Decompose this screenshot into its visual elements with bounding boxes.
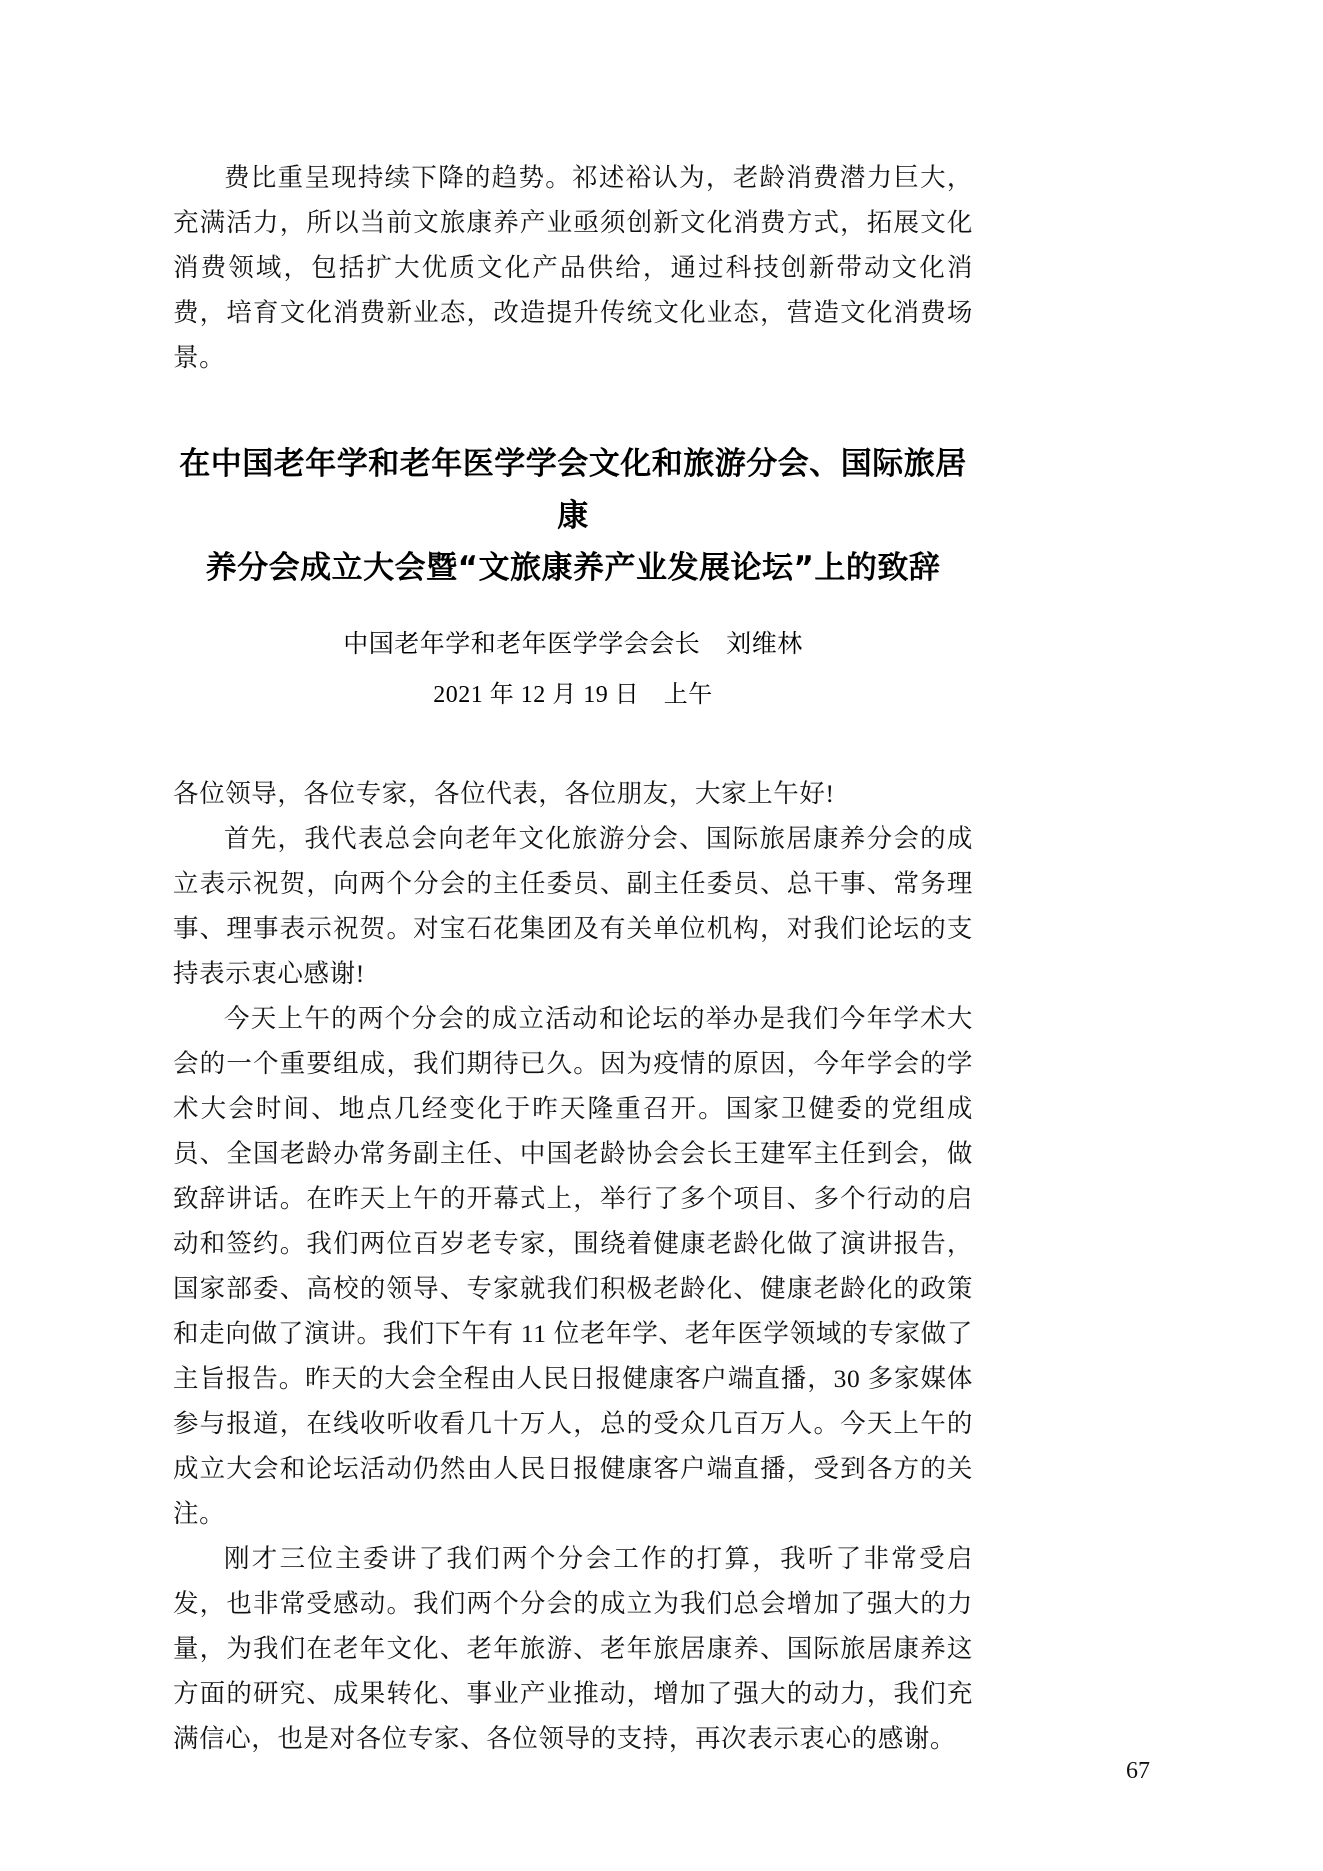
page-title-line-1: 在中国老年学和老年医学学会文化和旅游分会、国际旅居康: [179, 446, 967, 534]
continued-paragraph: 费比重呈现持续下降的趋势。祁述裕认为，老龄消费潜力巨大，充满活力，所以当前文旅康养产业亟须创新文化消费方式，拓展文化消费领域，包括扩大优质文化产品供给，通过科技创新带动文化消费，培育文化消费新业态，改造提升传统文化业态，营造文化消费场景。: [173, 163, 973, 372]
dateline: 2021 年 12 月 19 日 上午: [433, 682, 713, 708]
byline-author: 刘维林: [726, 631, 803, 658]
byline-organization: 中国老年学和老年医学学会会长: [343, 631, 701, 658]
speech-paragraph-2: 首先，我代表总会向老年文化旅游分会、国际旅居康养分会的成立表示祝贺，向两个分会的主任委员、副主任委员、总干事、常务理事、理事表示祝贺。对宝石花集团及有关单位机构，对我们论坛的支持表示衷心感谢!: [173, 824, 973, 988]
speech-body: [173, 771, 973, 1761]
page-title: [173, 438, 973, 594]
speech-paragraph-3: 今天上午的两个分会的成立活动和论坛的举办是我们今年学术大会的一个重要组成，我们期待已久。因为疫情的原因，今年学会的学术大会时间、地点几经变化于昨天隆重召开。国家卫健委的党组成员、全国老龄办常务副主任、中国老龄协会会长王建军主任到会，做致辞讲话。在昨天上午的开幕式上，举行了多个项目、多个行动的启动和签约。我们两位百岁老专家，围绕着健康老龄化做了演讲报告，国家部委、高校的领导、专家就我们积极老龄化、健康老龄化的政策和走向做了演讲。我们下午有 11 位老年学、老年医学领域的专家做了主旨报告。昨天的大会全程由人民日报健康客户端直播，30 多家媒体参与报道，在线收听收看几十万人，总的受众几百万人。今天上午的成立大会和论坛活动仍然由人民日报健康客户端直播，受到各方的关注。: [173, 1004, 973, 1528]
speech-paragraph-4: 刚才三位主委讲了我们两个分会工作的打算，我听了非常受启发，也非常受感动。我们两个分会的成立为我们总会增加了强大的力量，为我们在老年文化、老年旅游、老年旅居康养、国际旅居康养这方面的研究、成果转化、事业产业推动，增加了强大的动力，我们充满信心，也是对各位专家、各位领导的支持，再次表示衷心的感谢。: [173, 1544, 973, 1753]
page-content: [173, 0, 973, 1761]
page-number: 67: [1126, 1758, 1150, 1784]
byline: [173, 624, 973, 666]
speech-paragraph-1: 各位领导，各位专家，各位代表，各位朋友，大家上午好!: [173, 779, 835, 808]
page-title-line-2: 养分会成立大会暨“文旅康养产业发展论坛”上的致辞: [205, 550, 941, 586]
